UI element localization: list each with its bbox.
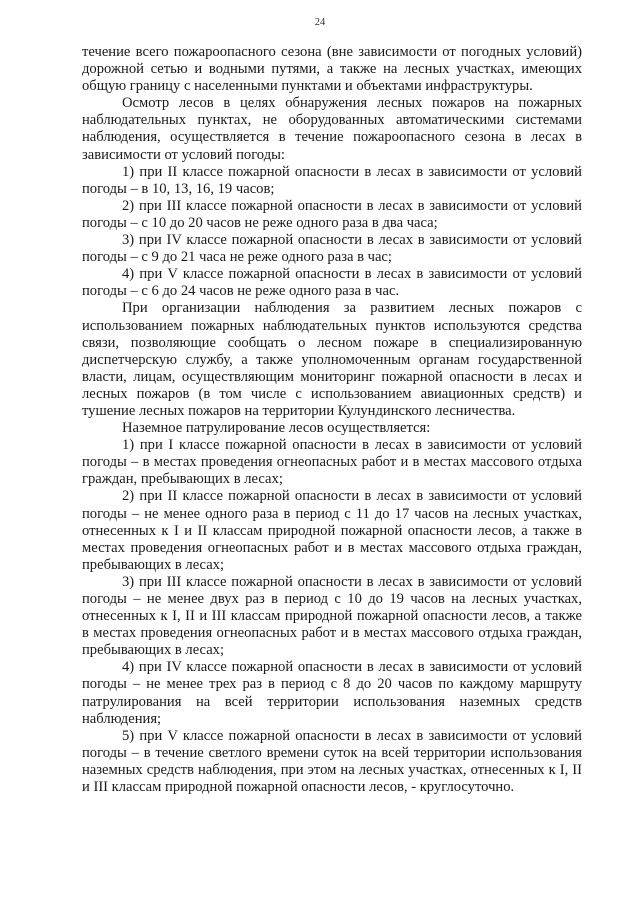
list-item: 1) при I классе пожарной опасности в лесах в зависимости от условий погоды – в местах проведения огнеопасных работ и в местах массового отдыха граждан, пребывающих в лесах; (82, 437, 582, 488)
list-item: 2) при III классе пожарной опасности в лесах в зависимости от условий погоды – с 10 до 20 часов не реже одного раза в два часа; (82, 197, 582, 231)
list-item: 5) при V классе пожарной опасности в лесах в зависимости от условий погоды – в течение светлого времени суток на всей территории использования наземных средств наблюдения, при этом на лесных участках, отнесенных к I, II и III классам природной пожарной опасности лесов, - круглосуточно. (82, 727, 582, 796)
paragraph: При организации наблюдения за развитием лесных пожаров с использованием пожарных наблюдательных пунктов используются средства связи, позволяющие сообщать о лесном пожаре в специализированную диспетчерскую службу, а также уполномоченным органам государственной власти, лицам, осуществляющим мониторинг пожарной опасности в лесах и лесных пожаров (в том числе с использованием авиационных средств) и тушение лесных пожаров на территории Кулундинского лесничества. (82, 300, 582, 419)
list-item: 4) при IV классе пожарной опасности в лесах в зависимости от условий погоды – не менее трех раз в период с 8 до 20 часов по каждому маршруту патрулирования на всей территории использования наземных средств наблюдения; (82, 659, 582, 727)
list-item: 2) при II классе пожарной опасности в лесах в зависимости от условий погоды – не менее одного раза в период с 11 до 17 часов на лесных участках, отнесенных к I и II классам природной пожарной опасности лесов, а также в местах проведения огнеопасных работ и в местах массового отдыха граждан, пребывающих в лесах; (82, 488, 582, 573)
paragraph: Осмотр лесов в целях обнаружения лесных пожаров на пожарных наблюдательных пунктах, не оборудованных автоматическими системами наблюдения, осуществляется в течение пожароопасного сезона в лесах в зависимости от условий погоды: (82, 95, 582, 163)
list-item: 4) при V классе пожарной опасности в лесах в зависимости от условий погоды – с 6 до 24 часов не реже одного раза в час. (82, 266, 582, 300)
page-number: 24 (314, 17, 326, 28)
paragraph: течение всего пожароопасного сезона (вне зависимости от погодных условий) дорожной сетью и водными путями, а также на лесных участках, имеющих общую границу с населенными пунктами и объектами инфраструктуры. (82, 44, 582, 95)
list-item: 1) при II классе пожарной опасности в лесах в зависимости от условий погоды – в 10, 13, 16, 19 часов; (82, 163, 582, 197)
paragraph: Наземное патрулирование лесов осуществляется: (122, 420, 431, 437)
list-item: 3) при IV классе пожарной опасности в лесах в зависимости от условий погоды – с 9 до 21 часа не реже одного раза в час; (82, 232, 582, 266)
list-item: 3) при III классе пожарной опасности в лесах в зависимости от условий погоды – не менее двух раз в период с 10 до 19 часов на лесных участках, отнесенных к I, II и III классам природной пожарной опасности лесов, а также в местах проведения огнеопасных работ и в местах массового отдыха граждан, пребывающих в лесах; (82, 573, 582, 659)
